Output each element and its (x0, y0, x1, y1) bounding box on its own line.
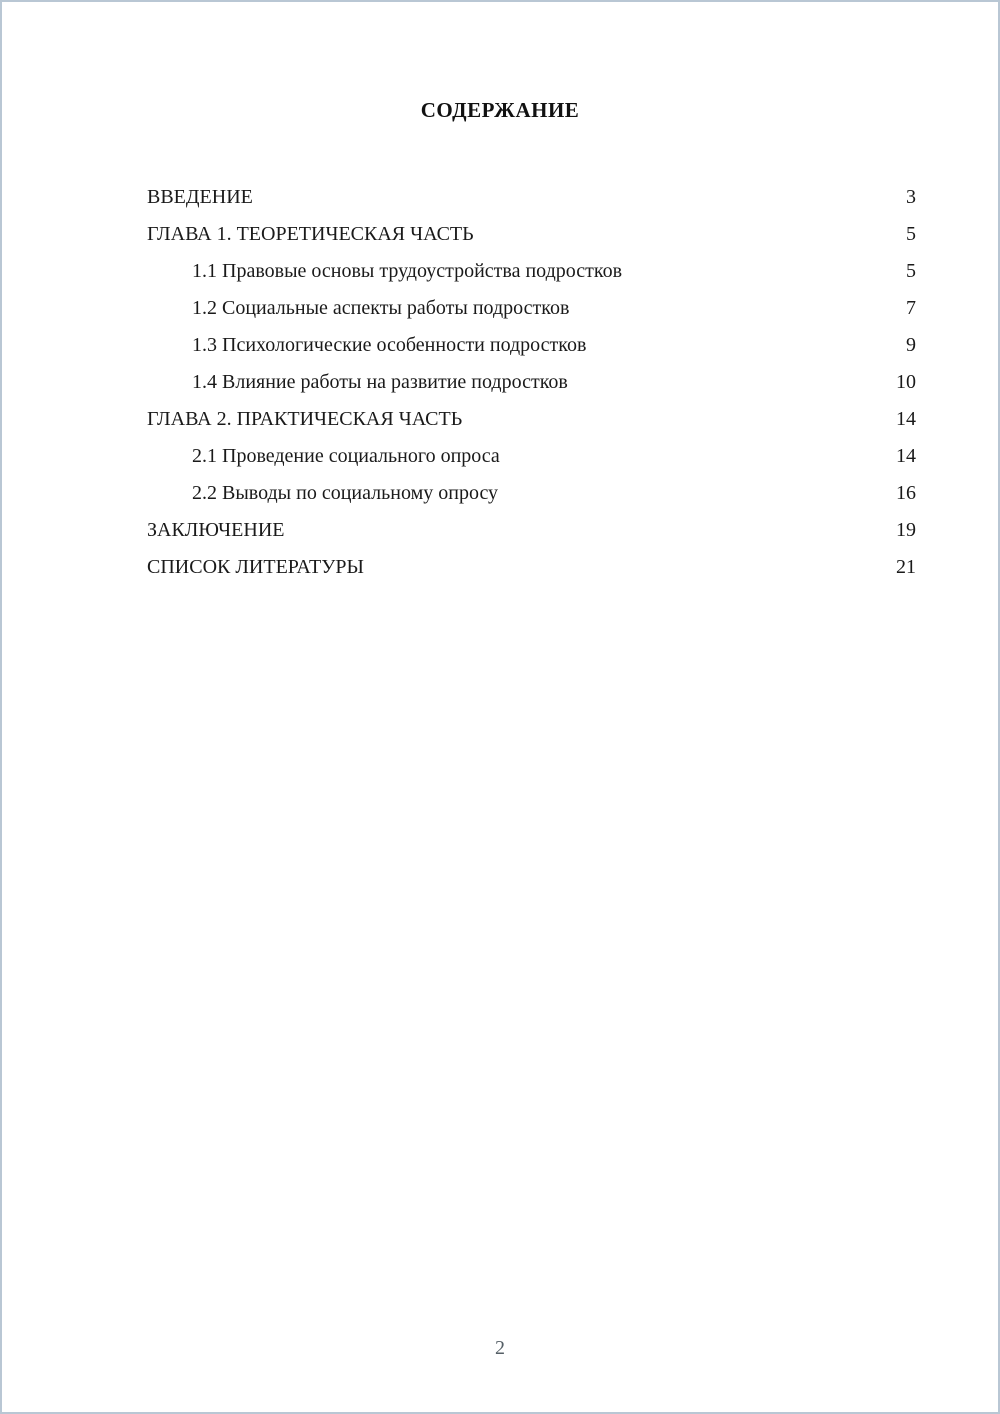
toc-entry-label: 2.2 Выводы по социальному опросу (192, 482, 499, 504)
toc-row (147, 327, 916, 364)
page-title: СОДЕРЖАНИЕ (420, 98, 580, 122)
toc-row (147, 401, 916, 438)
toc-entry-label: ВВЕДЕНИЕ (147, 186, 253, 208)
toc-row (147, 512, 916, 549)
toc-row (147, 475, 916, 512)
toc-entry-page: 16 (896, 482, 916, 504)
toc-entry-label: СПИСОК ЛИТЕРАТУРЫ (147, 556, 364, 578)
toc-row (147, 438, 916, 475)
toc-entry-page: 10 (896, 371, 916, 393)
toc-entry-label: 1.1 Правовые основы трудоустройства подростков (192, 260, 623, 282)
toc-entry-page: 19 (896, 519, 916, 541)
table-of-contents (2, 179, 998, 586)
toc-row (147, 364, 916, 401)
toc-entry-label: 1.4 Влияние работы на развитие подростков (192, 371, 568, 393)
toc-entry-page: 7 (906, 297, 916, 319)
page-number: 2 (495, 1337, 505, 1359)
toc-entry-page: 3 (906, 186, 916, 208)
toc-entry-page: 9 (906, 334, 916, 356)
toc-entry-label: ГЛАВА 2. ПРАКТИЧЕСКАЯ ЧАСТЬ (147, 408, 463, 430)
toc-row (147, 253, 916, 290)
toc-entry-label: ЗАКЛЮЧЕНИЕ (147, 519, 285, 541)
toc-row (147, 549, 916, 586)
toc-row (147, 290, 916, 327)
toc-entry-page: 14 (896, 408, 916, 430)
toc-entry-label: ГЛАВА 1. ТЕОРЕТИЧЕСКАЯ ЧАСТЬ (147, 223, 474, 245)
toc-entry-page: 14 (896, 445, 916, 467)
toc-row (147, 216, 916, 253)
toc-entry-page: 21 (896, 556, 916, 578)
toc-row (147, 179, 916, 216)
toc-entry-label: 2.1 Проведение социального опроса (192, 445, 500, 467)
toc-entry-page: 5 (906, 223, 916, 245)
toc-entry-label: 1.2 Социальные аспекты работы подростков (192, 297, 570, 319)
toc-entry-page: 5 (906, 260, 916, 282)
toc-entry-label: 1.3 Психологические особенности подростков (192, 334, 587, 356)
